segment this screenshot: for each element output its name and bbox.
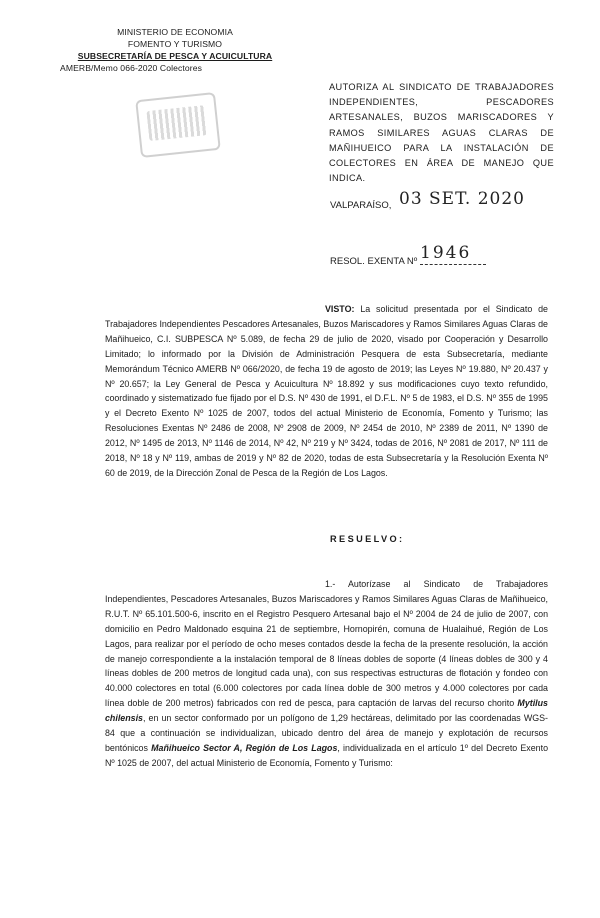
item-1-sector: Mañihueico Sector A, Región de Los Lagos	[151, 742, 338, 753]
item-1-lead: 1.- Autorízase al Sindicato de Trabajadores Independientes, Pescadores Artesanales, Buzos Mariscadores y Ramos Similares Aguas Claras de Mañihueico, R.U.T. Nº 65.101.500-6, inscrito en el Registro Pesquero Artesanal bajo el Nº 2004 de 24 de julio de 2007, con domicilio en Pedro Maldonado esquina 21 de septiembre, Hornopirén, comuna de Hualaihué, Región de Los Lagos, para realizar por el período de ocho meses contados desde la fecha de la presente resolución, la acción de manejo correspondiente a la instalación temporal de 8 líneas dobles de soporte (4 líneas dobles de 300 y 4 líneas dobles de 200 metros de longitud cada una), con sus respectivas estructuras de flotación y fondeo con 40.000 colectores en total (6.000 colectores por cada línea doble de 300 metros y 4.000 colectores por cada línea doble de 200 metros) fabricados con red de pesca, para captación de larvas del recurso chorito	[105, 579, 548, 709]
resolution-number: 1946	[420, 243, 472, 263]
visto-paragraph	[105, 302, 548, 481]
ministry-name: MINISTERIO DE ECONOMIA	[117, 27, 233, 37]
item-1-paragraph	[105, 577, 548, 771]
visto-text: La solicitud presentada por el Sindicato de Trabajadores Independientes Pescadores Artesanales, Buzos Mariscadores y Ramos Similares Aguas Claras de Mañihueico, C.I. SUBPESCA Nº 5.089, de fecha 29 de julio de 2020, visado por Cooperación y Desarrollo Limitado; lo informado por la División de Administración Pesquera de esta Subsecretaría, mediante Memorándum Técnico AMERB Nº 066/2020, de fecha 19 de agosto de 2019; las Leyes Nº 19.880, Nº 20.437 y Nº 20.657; la Ley General de Pesca y Acuicultura Nº 18.892 y sus modificaciones cuyo texto refundido, coordinado y sistematizado fue fijado por el D.S. Nº 430 de 1991, el D.F.L. Nº 5 de 1983, el D.S. Nº 355 de 1995 y el Decreto Exento Nº 1025 de 2007, todos del actual Ministerio de Economía, Fomento y Turismo; las Resoluciones Exentas Nº 2486 de 2008, Nº 2908 de 2009, Nº 2454 de 2010, Nº 2389 de 2011, Nº 1390 de 2012, Nº 1495 de 2013, Nº 1146 de 2014, Nº 42, Nº 219 y Nº 3424, todas de 2016, Nº 2081 de 2017, Nº 111 de 2018, Nº 18 y Nº 119, ambas de 2019 y Nº 82 de 2020, todas de esta Subsecretaría y la Resolución Exenta Nº 60 de 2019, de la Dirección Zonal de Pesca de la Región de Los Lagos.	[105, 304, 548, 478]
resolution-title: AUTORIZA AL SINDICATO DE TRABAJADORES INDEPENDIENTES, PESCADORES ARTESANALES, BUZOS MARISCADORES Y RAMOS SIMILARES AGUAS CLARAS DE MAÑIHUEICO PARA LA INSTALACIÓN DE COLECTORES EN ÁREA DE MANEJO QUE INDICA.	[329, 82, 554, 184]
letterhead	[60, 26, 290, 74]
date-value: 03 SET. 2020	[399, 189, 526, 209]
item-1-middle: , en un sector conformado por un polígono de 1,29 hectáreas, delimitado por las coordenadas WGS-84 que a continuación se individualizan, ubicado dentro del área de manejo y explotación de recursos bentónicos	[105, 713, 548, 753]
visto-heading: VISTO:	[325, 304, 355, 314]
resolution-label: RESOL. EXENTA Nº	[330, 256, 418, 267]
item-1-species: Mytilus chilensis	[105, 698, 548, 724]
subsecretaria-name: SUBSECRETARÍA DE PESCA Y ACUICULTURA	[77, 51, 273, 61]
ministry-subname: FOMENTO Y TURISMO	[127, 39, 223, 49]
resolution-underline	[420, 264, 486, 265]
resuelvo-heading: RESUELVO:	[330, 534, 405, 544]
date-label: VALPARAÍSO,	[330, 200, 392, 211]
official-stamp	[135, 92, 221, 158]
memo-reference: AMERB/Memo 066-2020 Colectores	[60, 63, 202, 73]
item-1-tail: , individualizada en el artículo 1º del Decreto Exento Nº 1025 de 2007, del actual Ministerio de Economía, Fomento y Turismo:	[105, 742, 549, 768]
